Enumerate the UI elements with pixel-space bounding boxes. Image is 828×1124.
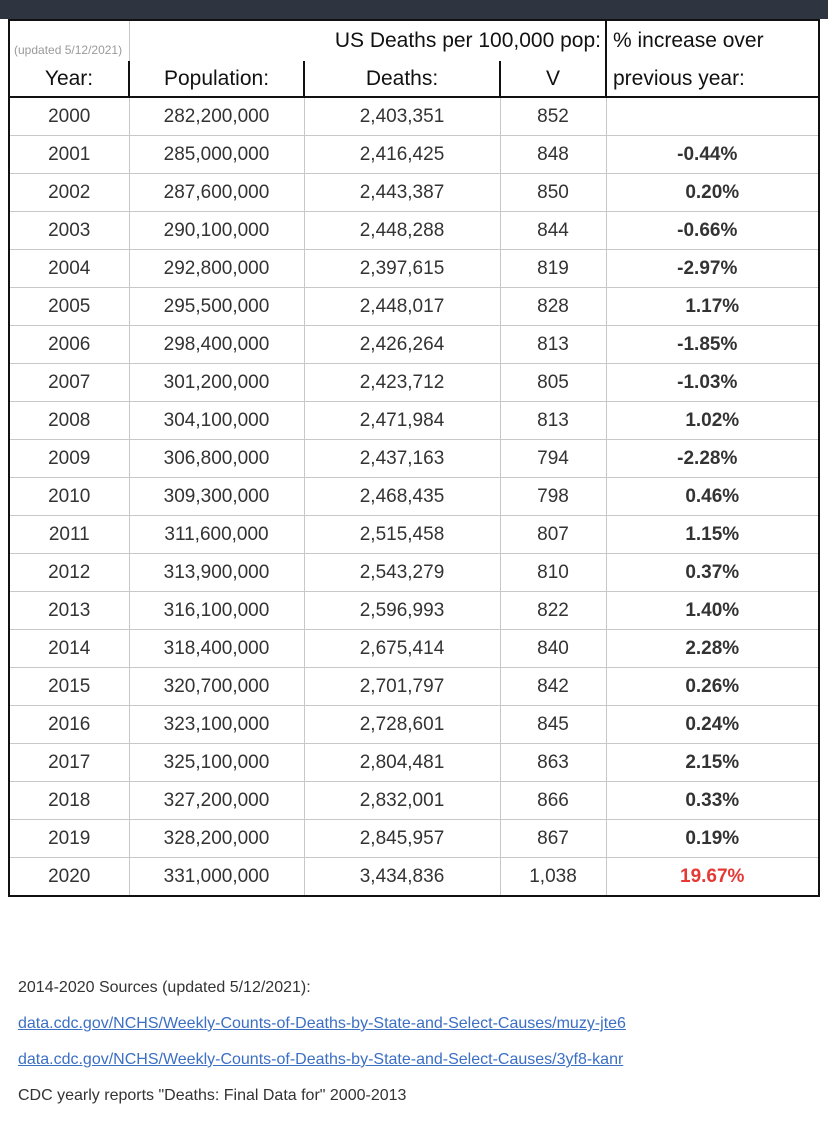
top-bar bbox=[0, 0, 828, 19]
cell-pct: -0.66% bbox=[606, 212, 819, 250]
cell-deaths: 2,397,615 bbox=[304, 250, 500, 288]
cell-year: 2000 bbox=[9, 97, 129, 136]
cell-population: 282,200,000 bbox=[129, 97, 304, 136]
cell-rate: 844 bbox=[500, 212, 606, 250]
col-population-header: Population: bbox=[129, 61, 304, 97]
pct-header-line1: % increase over bbox=[606, 20, 819, 61]
cell-rate: 813 bbox=[500, 326, 606, 364]
cell-year: 2001 bbox=[9, 136, 129, 174]
cell-deaths: 3,434,836 bbox=[304, 858, 500, 897]
cell-rate: 848 bbox=[500, 136, 606, 174]
table-row bbox=[9, 744, 819, 782]
cell-deaths: 2,423,712 bbox=[304, 364, 500, 402]
cell-deaths: 2,416,425 bbox=[304, 136, 500, 174]
cell-pct: 2.28% bbox=[606, 630, 819, 668]
cell-deaths: 2,448,017 bbox=[304, 288, 500, 326]
cell-pct: 1.02% bbox=[606, 402, 819, 440]
cell-rate: 819 bbox=[500, 250, 606, 288]
cell-pct: 0.24% bbox=[606, 706, 819, 744]
cell-deaths: 2,804,481 bbox=[304, 744, 500, 782]
cell-pct: 0.37% bbox=[606, 554, 819, 592]
cell-pct: 1.15% bbox=[606, 516, 819, 554]
table-title: US Deaths per 100,000 pop: bbox=[129, 20, 606, 61]
table-row bbox=[9, 174, 819, 212]
cell-population: 295,500,000 bbox=[129, 288, 304, 326]
cell-deaths: 2,437,163 bbox=[304, 440, 500, 478]
cell-year: 2002 bbox=[9, 174, 129, 212]
cell-rate: 807 bbox=[500, 516, 606, 554]
cell-year: 2015 bbox=[9, 668, 129, 706]
cell-population: 304,100,000 bbox=[129, 402, 304, 440]
col-year-header: Year: bbox=[9, 61, 129, 97]
cell-deaths: 2,468,435 bbox=[304, 478, 500, 516]
cell-rate: 813 bbox=[500, 402, 606, 440]
cell-year: 2003 bbox=[9, 212, 129, 250]
cell-year: 2010 bbox=[9, 478, 129, 516]
table-row bbox=[9, 402, 819, 440]
table-row bbox=[9, 592, 819, 630]
header-row bbox=[9, 61, 819, 97]
table-row bbox=[9, 706, 819, 744]
cell-population: 328,200,000 bbox=[129, 820, 304, 858]
cell-year: 2016 bbox=[9, 706, 129, 744]
table-row bbox=[9, 97, 819, 136]
cell-deaths: 2,728,601 bbox=[304, 706, 500, 744]
cell-year: 2020 bbox=[9, 858, 129, 897]
cell-pct: -1.85% bbox=[606, 326, 819, 364]
cell-year: 2004 bbox=[9, 250, 129, 288]
cell-population: 316,100,000 bbox=[129, 592, 304, 630]
cell-rate: 794 bbox=[500, 440, 606, 478]
cell-pct: 0.19% bbox=[606, 820, 819, 858]
source-link-3yf8-kanr[interactable]: data.cdc.gov/NCHS/Weekly-Counts-of-Deaths-by-State-and-Select-Causes/3yf8-kanr bbox=[18, 1051, 624, 1068]
cell-population: 318,400,000 bbox=[129, 630, 304, 668]
cell-year: 2017 bbox=[9, 744, 129, 782]
table-row bbox=[9, 630, 819, 668]
cell-pct: 1.40% bbox=[606, 592, 819, 630]
cell-population: 320,700,000 bbox=[129, 668, 304, 706]
table-row bbox=[9, 326, 819, 364]
cell-rate: 1,038 bbox=[500, 858, 606, 897]
table-row bbox=[9, 820, 819, 858]
cell-year: 2018 bbox=[9, 782, 129, 820]
cell-pct: 0.26% bbox=[606, 668, 819, 706]
cell-deaths: 2,675,414 bbox=[304, 630, 500, 668]
cell-rate: 866 bbox=[500, 782, 606, 820]
table-row bbox=[9, 516, 819, 554]
cell-deaths: 2,403,351 bbox=[304, 97, 500, 136]
cell-population: 298,400,000 bbox=[129, 326, 304, 364]
cell-rate: 850 bbox=[500, 174, 606, 212]
cell-pct: 0.46% bbox=[606, 478, 819, 516]
sources-label: 2014-2020 Sources (updated 5/12/2021): bbox=[18, 979, 311, 996]
cell-population: 323,100,000 bbox=[129, 706, 304, 744]
cell-population: 292,800,000 bbox=[129, 250, 304, 288]
cell-deaths: 2,701,797 bbox=[304, 668, 500, 706]
col-rate-header: V bbox=[500, 61, 606, 97]
cell-pct: 0.33% bbox=[606, 782, 819, 820]
cell-deaths: 2,596,993 bbox=[304, 592, 500, 630]
cell-rate: 805 bbox=[500, 364, 606, 402]
cell-population: 327,200,000 bbox=[129, 782, 304, 820]
cell-population: 325,100,000 bbox=[129, 744, 304, 782]
source-link-muzy-jte6[interactable]: data.cdc.gov/NCHS/Weekly-Counts-of-Deaths-by-State-and-Select-Causes/muzy-jte6 bbox=[18, 1015, 626, 1032]
cell-rate: 867 bbox=[500, 820, 606, 858]
cell-population: 311,600,000 bbox=[129, 516, 304, 554]
cell-rate: 822 bbox=[500, 592, 606, 630]
table-row bbox=[9, 212, 819, 250]
cell-deaths: 2,448,288 bbox=[304, 212, 500, 250]
cell-deaths: 2,443,387 bbox=[304, 174, 500, 212]
cell-rate: 863 bbox=[500, 744, 606, 782]
table-row bbox=[9, 440, 819, 478]
table-row bbox=[9, 782, 819, 820]
cell-rate: 845 bbox=[500, 706, 606, 744]
cdc-note: CDC yearly reports "Deaths: Final Data for" 2000-2013 bbox=[18, 1087, 407, 1104]
cell-year: 2014 bbox=[9, 630, 129, 668]
table-row bbox=[9, 478, 819, 516]
cell-population: 285,000,000 bbox=[129, 136, 304, 174]
table-row bbox=[9, 250, 819, 288]
cell-pct: -2.97% bbox=[606, 250, 819, 288]
cell-pct: 0.20% bbox=[606, 174, 819, 212]
spreadsheet bbox=[8, 19, 821, 1124]
table-row bbox=[9, 554, 819, 592]
table-row bbox=[9, 136, 819, 174]
deaths-table bbox=[8, 19, 820, 897]
cell-pct bbox=[606, 97, 819, 136]
cell-rate: 852 bbox=[500, 97, 606, 136]
cell-population: 306,800,000 bbox=[129, 440, 304, 478]
cell-year: 2012 bbox=[9, 554, 129, 592]
table-row bbox=[9, 364, 819, 402]
cell-pct: 1.17% bbox=[606, 288, 819, 326]
cell-population: 313,900,000 bbox=[129, 554, 304, 592]
cell-deaths: 2,543,279 bbox=[304, 554, 500, 592]
cell-pct: -2.28% bbox=[606, 440, 819, 478]
cell-deaths: 2,471,984 bbox=[304, 402, 500, 440]
cell-year: 2013 bbox=[9, 592, 129, 630]
cell-year: 2008 bbox=[9, 402, 129, 440]
cell-pct: -1.03% bbox=[606, 364, 819, 402]
cell-deaths: 2,515,458 bbox=[304, 516, 500, 554]
cell-deaths: 2,426,264 bbox=[304, 326, 500, 364]
cell-year: 2019 bbox=[9, 820, 129, 858]
table-row bbox=[9, 288, 819, 326]
cell-pct: -0.44% bbox=[606, 136, 819, 174]
col-pct-header: previous year: bbox=[606, 61, 819, 97]
cell-population: 290,100,000 bbox=[129, 212, 304, 250]
updated-note: (updated 5/12/2021) bbox=[9, 20, 129, 61]
cell-population: 309,300,000 bbox=[129, 478, 304, 516]
cell-rate: 798 bbox=[500, 478, 606, 516]
cell-pct: 2.15% bbox=[606, 744, 819, 782]
title-row bbox=[9, 20, 819, 61]
cell-rate: 840 bbox=[500, 630, 606, 668]
cell-deaths: 2,845,957 bbox=[304, 820, 500, 858]
cell-population: 301,200,000 bbox=[129, 364, 304, 402]
cell-year: 2007 bbox=[9, 364, 129, 402]
cell-rate: 828 bbox=[500, 288, 606, 326]
cell-year: 2006 bbox=[9, 326, 129, 364]
cell-population: 331,000,000 bbox=[129, 858, 304, 897]
table-row bbox=[9, 668, 819, 706]
cell-rate: 810 bbox=[500, 554, 606, 592]
cell-population: 287,600,000 bbox=[129, 174, 304, 212]
cell-rate: 842 bbox=[500, 668, 606, 706]
table-row bbox=[9, 858, 819, 897]
cell-year: 2005 bbox=[9, 288, 129, 326]
cell-deaths: 2,832,001 bbox=[304, 782, 500, 820]
cell-pct: 19.67% bbox=[606, 858, 819, 897]
col-deaths-header: Deaths: bbox=[304, 61, 500, 97]
cell-year: 2011 bbox=[9, 516, 129, 554]
cell-year: 2009 bbox=[9, 440, 129, 478]
